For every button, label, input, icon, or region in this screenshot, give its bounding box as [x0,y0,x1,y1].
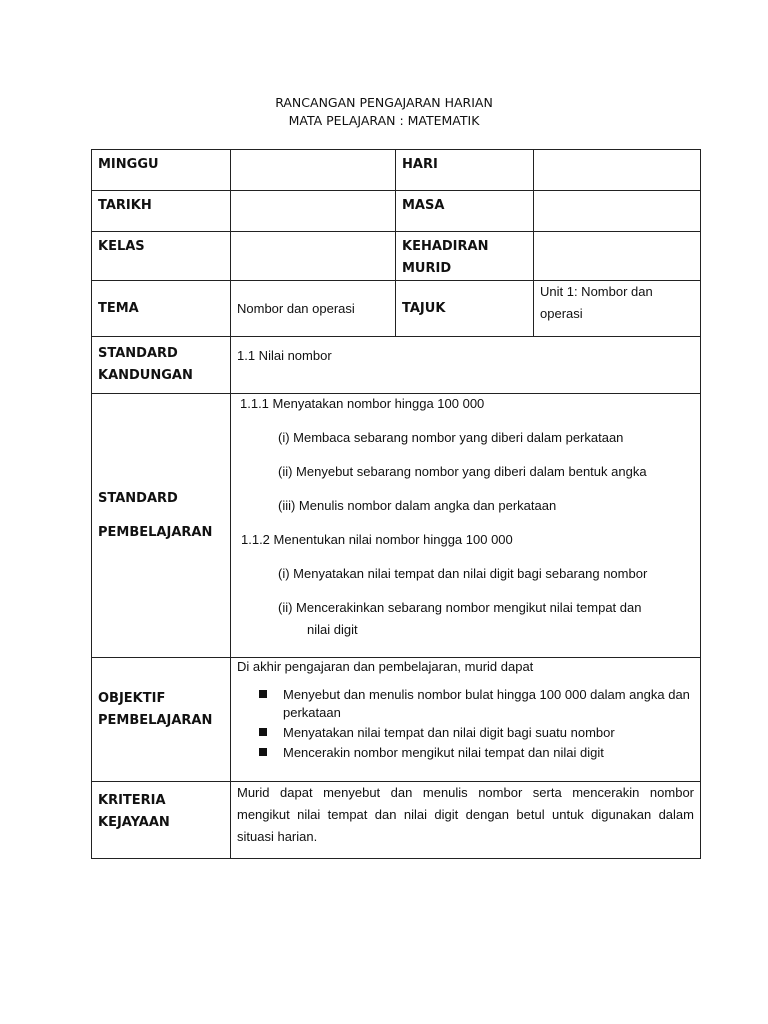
value-objektif [231,658,701,782]
label-tarikh: TARIKH [92,191,231,232]
obj-bullet [237,724,694,742]
label-kehadiran: KEHADIRAN MURID [396,232,534,281]
row-kriteria [92,782,701,859]
label-minggu: MINGGU [92,150,231,191]
tajuk-line-2: operasi [540,306,583,321]
sp-item: (iii) Menulis nombor dalam angka dan perkataan [278,498,557,513]
obj-bullet-text: Mencerakin nombor mengikut nilai tempat dan nilai digit [283,745,604,760]
value-kehadiran[interactable] [534,232,701,281]
row-kelas [92,232,701,281]
label-hari: HARI [396,150,534,191]
row-minggu [92,150,701,191]
value-hari[interactable] [534,150,701,191]
value-standard-kandungan [231,337,701,394]
document-subtitle: MATA PELAJARAN : MATEMATIK [288,113,480,128]
row-tema [92,281,701,337]
sp-item: (ii) Menyebut sebarang nombor yang diberi dalam bentuk angka [278,464,647,479]
obj-bullet-text: Menyebut dan menulis nombor bulat hingga 100 000 dalam angka dan perkataan [283,687,690,720]
value-minggu[interactable] [231,150,396,191]
kk-label-line-1: KRITERIA [98,793,166,808]
lesson-plan-table [91,149,701,859]
value-kriteria: Murid dapat menyebut dan menulis nombor serta mencerakin nombor mengikut nilai tempat dan nilai digit dengan betul untuk digunakan dalam situasi harian. [231,782,701,859]
label-standard-kandungan [92,337,231,394]
row-tarikh [92,191,701,232]
sk-label-line-2: KANDUNGAN [98,368,193,383]
tajuk-line-1: Unit 1: Nombor dan [540,284,653,299]
sk-value: 1.1 Nilai nombor [237,348,332,363]
document-title: RANCANGAN PENGAJARAN HARIAN [275,95,493,110]
sp-item: (i) Membaca sebarang nombor yang diberi dalam perkataan [278,430,624,445]
value-standard-pembelajaran [231,394,701,658]
bullet-square-icon [259,728,267,736]
sp-item: 1.1.1 Menyatakan nombor hingga 100 000 [240,396,485,411]
obj-bullet [237,744,694,762]
label-kelas: KELAS [92,232,231,281]
label-objektif [92,658,231,782]
value-tema: Nombor dan operasi [231,281,396,337]
kk-label-line-2: KEJAYAAN [98,815,170,830]
value-tajuk [534,281,701,337]
label-tema: TEMA [92,281,231,337]
obj-intro: Di akhir pengajaran dan pembelajaran, murid dapat [237,659,534,674]
obj-list [237,686,694,762]
sp-label-line-2: PEMBELAJARAN [98,525,213,540]
obj-label-line-2: PEMBELAJARAN [98,713,213,728]
sp-item: (i) Menyatakan nilai tempat dan nilai digit bagi sebarang nombor [278,566,648,581]
label-masa: MASA [396,191,534,232]
label-standard-pembelajaran [92,394,231,658]
label-kriteria [92,782,231,859]
obj-bullet [237,686,694,722]
sk-label-line-1: STANDARD [98,346,178,361]
sp-item: 1.1.2 Menentukan nilai nombor hingga 100 000 [241,532,513,547]
bullet-square-icon [259,748,267,756]
row-standard-kandungan [92,337,701,394]
obj-bullet-text: Menyatakan nilai tempat dan nilai digit bagi suatu nombor [283,725,615,740]
row-objektif [92,658,701,782]
row-standard-pembelajaran [92,394,701,658]
label-tajuk: TAJUK [396,281,534,337]
obj-label-line-1: OBJEKTIF [98,691,166,706]
bullet-square-icon [259,690,267,698]
value-tarikh[interactable] [231,191,396,232]
value-masa[interactable] [534,191,701,232]
sp-item: nilai digit [307,622,358,637]
sp-label-line-1: STANDARD [98,491,178,506]
sp-item: (ii) Mencerakinkan sebarang nombor mengikut nilai tempat dan [278,600,642,615]
value-kelas[interactable] [231,232,396,281]
